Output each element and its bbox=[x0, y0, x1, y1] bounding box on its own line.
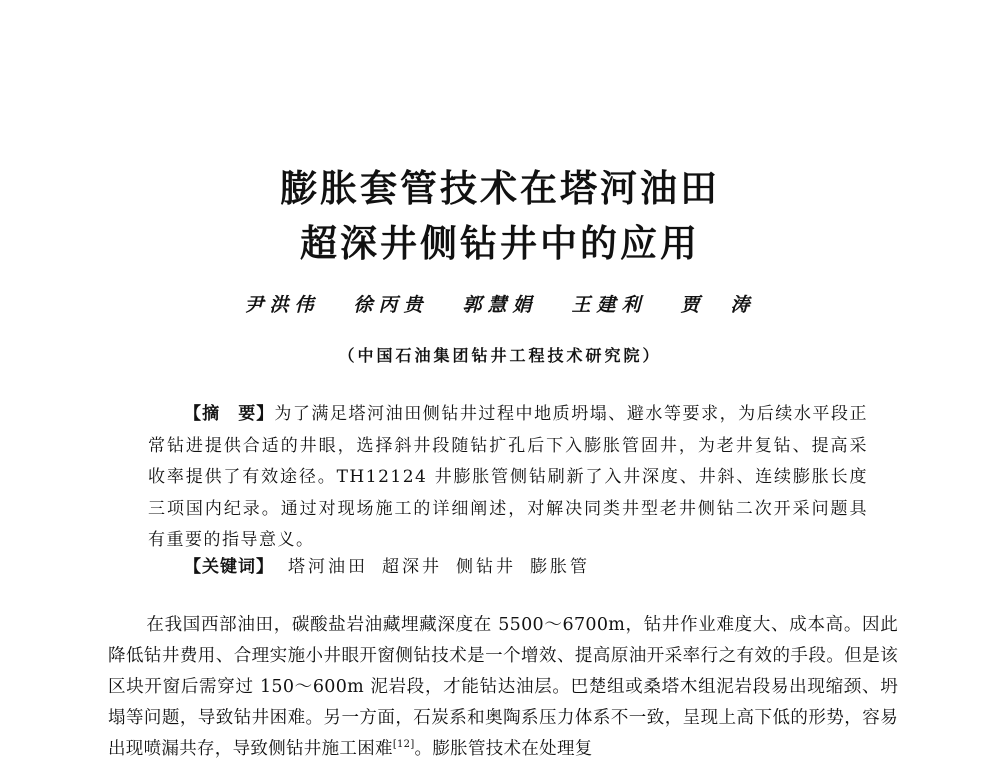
keywords-line bbox=[184, 552, 590, 577]
keyword: 膨胀管 bbox=[530, 557, 590, 577]
body-paragraph bbox=[108, 610, 898, 765]
author-name: 尹洪伟 bbox=[244, 294, 320, 316]
paper-title-line-1: 膨胀套管技术在塔河油田 bbox=[280, 167, 720, 210]
paper-title-line-2: 超深井侧钻井中的应用 bbox=[300, 222, 700, 265]
citation-reference[interactable]: [12] bbox=[392, 739, 415, 751]
author-affiliation: （中国石油集团钻井工程技术研究院） bbox=[338, 346, 662, 365]
author-name: 王建利 bbox=[571, 294, 647, 316]
keywords-label: 【关键词】 bbox=[184, 557, 274, 577]
author-name: 徐丙贵 bbox=[353, 294, 429, 316]
body-text-part-1: 在我国西部油田，碳酸盐岩油藏埋藏深度在 5500～6700m，钻井作业难度大、成本高。因此降低钻井费用、合理实施小井眼开窗侧钻技术是一个增效、提高原油开采率行之有效的手段。但是该区块开窗后需穿过 150～600m 泥岩段，才能钻达油层。巴楚组或桑塔木组泥岩段易出现缩颈、坍塌等问题，导致钻井困难。另一方面，石炭系和奥陶系压力体系不一致，呈现上高下低的形势，容易出现喷漏共存，导致侧钻井施工困难 bbox=[108, 615, 898, 759]
keyword: 塔河油田 bbox=[288, 557, 368, 577]
abstract-text: 为了满足塔河油田侧钻井过程中地质坍塌、避水等要求，为后续水平段正常钻进提供合适的井眼，选择斜井段随钻扩孔后下入膨胀管固井，为老井复钻、提高采收率提供了有效途径。TH12124 井膨胀管侧钻刷新了入井深度、井斜、连续膨胀长度三项国内纪录。通过对现场施工的详细阐述，对解决同类井型老井侧钻二次开采问题具有重要的指导意义。 bbox=[148, 404, 869, 550]
author-name: 郭慧娟 bbox=[462, 294, 538, 316]
abstract-label: 【摘 要】 bbox=[184, 404, 275, 424]
author-list bbox=[0, 290, 1000, 317]
author-name: 贾 涛 bbox=[680, 294, 756, 316]
keyword: 超深井 bbox=[382, 557, 442, 577]
abstract-paragraph bbox=[148, 399, 868, 557]
keyword: 侧钻井 bbox=[456, 557, 516, 577]
body-text-part-2: 。膨胀管技术在处理复 bbox=[414, 739, 593, 759]
